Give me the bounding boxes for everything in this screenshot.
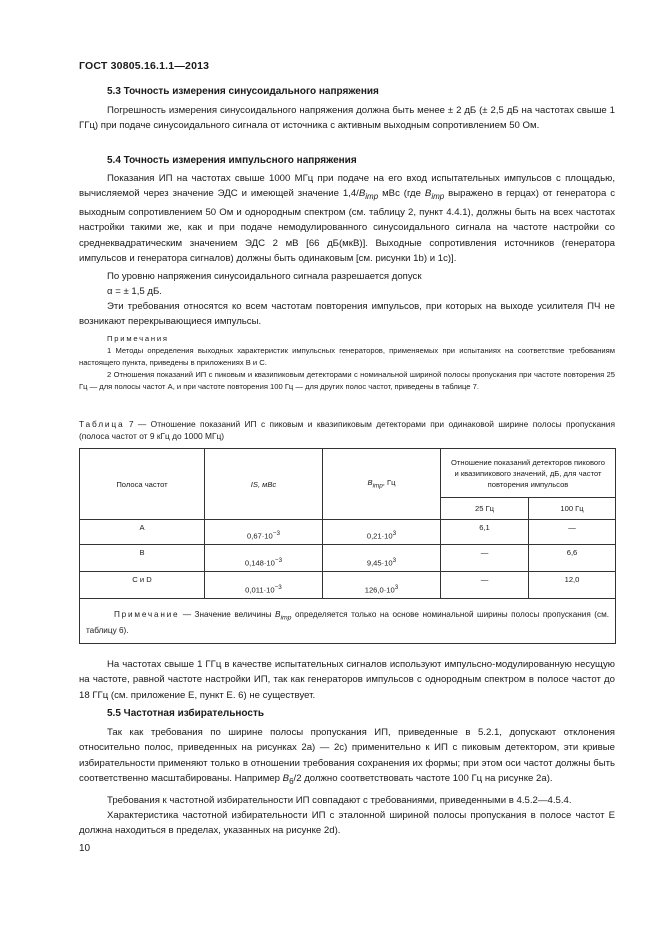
repetition-paragraph: Эти требования относятся ко всем частотам повторения импульсов, при которых на выходе усилителя ПЧ не возникают перекрывающиеся импульсы. [79, 301, 615, 328]
table-row [80, 520, 616, 545]
section-5-5-title: 5.5 Частотная избирательность [107, 708, 265, 719]
header-ratio: Отношение показаний детекторов пикового и квазипикового значений, дБ, для частот повторения импульсов [441, 449, 616, 498]
cell-25hz: — [441, 545, 529, 572]
note-2: 2 Отношения показаний ИП с пиковым и квазипиковым детекторами с номинальной шириной полосы пропускания при частоте повторения 25 Гц — для полосы частот А, и при частоте повторения 100 Гц — для других полос частот, приведены в таблице 7. [79, 370, 615, 392]
header-25hz: 25 Гц [441, 498, 529, 520]
header-100hz: 100 Гц [529, 498, 616, 520]
cell-100hz: 6,6 [529, 545, 616, 572]
cell-band: B [80, 545, 205, 572]
header-is: IS, мВс [205, 449, 323, 520]
cell-is: $0,67\cdot 10^{-3}$ [205, 520, 323, 545]
cell-100hz: 12,0 [529, 572, 616, 599]
cell-bimp: $126,0\cdot 10^3$ [323, 572, 441, 599]
table-note-row [80, 599, 616, 644]
header-band: Полоса частот [80, 449, 205, 520]
table-row [80, 545, 616, 572]
section-5-5-paragraph-2: Требования к частотной избирательности ИП совпадают с требованиями, приведенными в 4.5.2—4.5.4. [107, 795, 572, 806]
section-5-5-paragraph-1: Так как требования по ширине полосы пропускания ИП, приведенные в 5.2.1, допускают отклонения относительно полос, приведенных на рисунках 2а) — 2с) применительно к ИП с пиковым детектором, эти кривые избирательности применяют только в отношении требования сохранения их формы; при этом оси частот должны быть соответственно масштабированы. Например $B_6/2$ должно соответствовать частоте 100 Гц на рисунке 2а). [79, 727, 615, 787]
table-row [80, 572, 616, 599]
table-7 [79, 448, 616, 644]
tolerance-intro: По уровню напряжения синусоидального сигнала разрешается допуск [107, 271, 422, 282]
section-5-4-paragraph: Показания ИП на частотах свыше 1000 МГц при подаче на его вход испытательных импульсов с площадью, вычисляемой через значение ЭДС и имеющей значение $1,4/B_{imp}$ мВс (где $B_{imp}$ выражено в герцах) от генератора с выходным сопротивлением 50 Ом и однородным спектром (см. таблицу 2, пункт 4.4.1), должны быть на всех частотах настройки такими же, как и при подаче немодулированного синусоидального сигнала на частоте настройки со среднеквадратическим значением ЭДС 2 мВ [66 дБ(мкВ)]. Выходные сопротивления источников (генератора импульсов и генератора сигналов) должны быть одинаковым [см. рисунки 1b) и 1c)]. [79, 173, 616, 264]
cell-is: $0,148\cdot 10^{-3}$ [205, 545, 323, 572]
cell-bimp: $9,45\cdot 10^3$ [323, 545, 441, 572]
table-7-caption: Таблица 7 — Отношение показаний ИП с пиковым и квазипиковым детекторами при одинаковой ширине полосы пропускания (полоса частот от 9 кГц до 1000 МГц) [79, 419, 616, 441]
document-header: ГОСТ 30805.16.1.1—2013 [79, 60, 210, 72]
tolerance-value: α = ± 1,5 дБ. [107, 286, 162, 297]
header-bimp: $B_{imp}$, Гц [323, 449, 441, 520]
cell-25hz: — [441, 572, 529, 599]
section-5-5-paragraph-3: Характеристика частотной избирательности ИП с эталонной шириной полосы пропускания в полосе частот Е должна находиться в пределах, указанных на рисунке 2d). [79, 810, 615, 837]
cell-100hz: — [529, 520, 616, 545]
section-5-4-title: 5.4 Точность измерения импульсного напряжения [107, 155, 357, 166]
cell-bimp: $0,21\cdot 10^3$ [323, 520, 441, 545]
cell-band: C и D [80, 572, 205, 599]
page-number: 10 [79, 843, 91, 854]
section-5-3-paragraph: Погрешность измерения синусоидального напряжения должна быть менее ± 2 дБ (± 2,5 дБ на частотах свыше 1 ГГц) при подаче синусоидального сигнала от источника с активным выходным сопротивлением 50 Ом. [79, 105, 615, 132]
cell-is: $0,011\cdot 10^{-3}$ [205, 572, 323, 599]
note-1: 1 Методы определения выходных характеристик импульсных генераторов, применяемых при испытаниях на соответствие требованиям настоящего пункта, приведены в приложениях В и С. [79, 346, 615, 368]
section-5-3-title: 5.3 Точность измерения синусоидального напряжения [107, 86, 379, 97]
cell-25hz: 6,1 [441, 520, 529, 545]
cell-band: A [80, 520, 205, 545]
notes-title: Примечания [107, 334, 169, 343]
table-note: Примечание — Значение величины $B_{imp}$ определяется только на основе номинальной ширины полосы пропускания (см. таблицу 6). [80, 599, 616, 644]
after-table-paragraph: На частотах свыше 1 ГГц в качестве испытательных сигналов используют импульсно-модулированную несущую на частоте, равной частоте настройки ИП, так как генераторов импульсов с однородным спектром в полосе частот до 18 ГГц (см. приложение Е, пункт Е. 6) не существует. [79, 659, 615, 701]
table-header-row [80, 449, 616, 498]
